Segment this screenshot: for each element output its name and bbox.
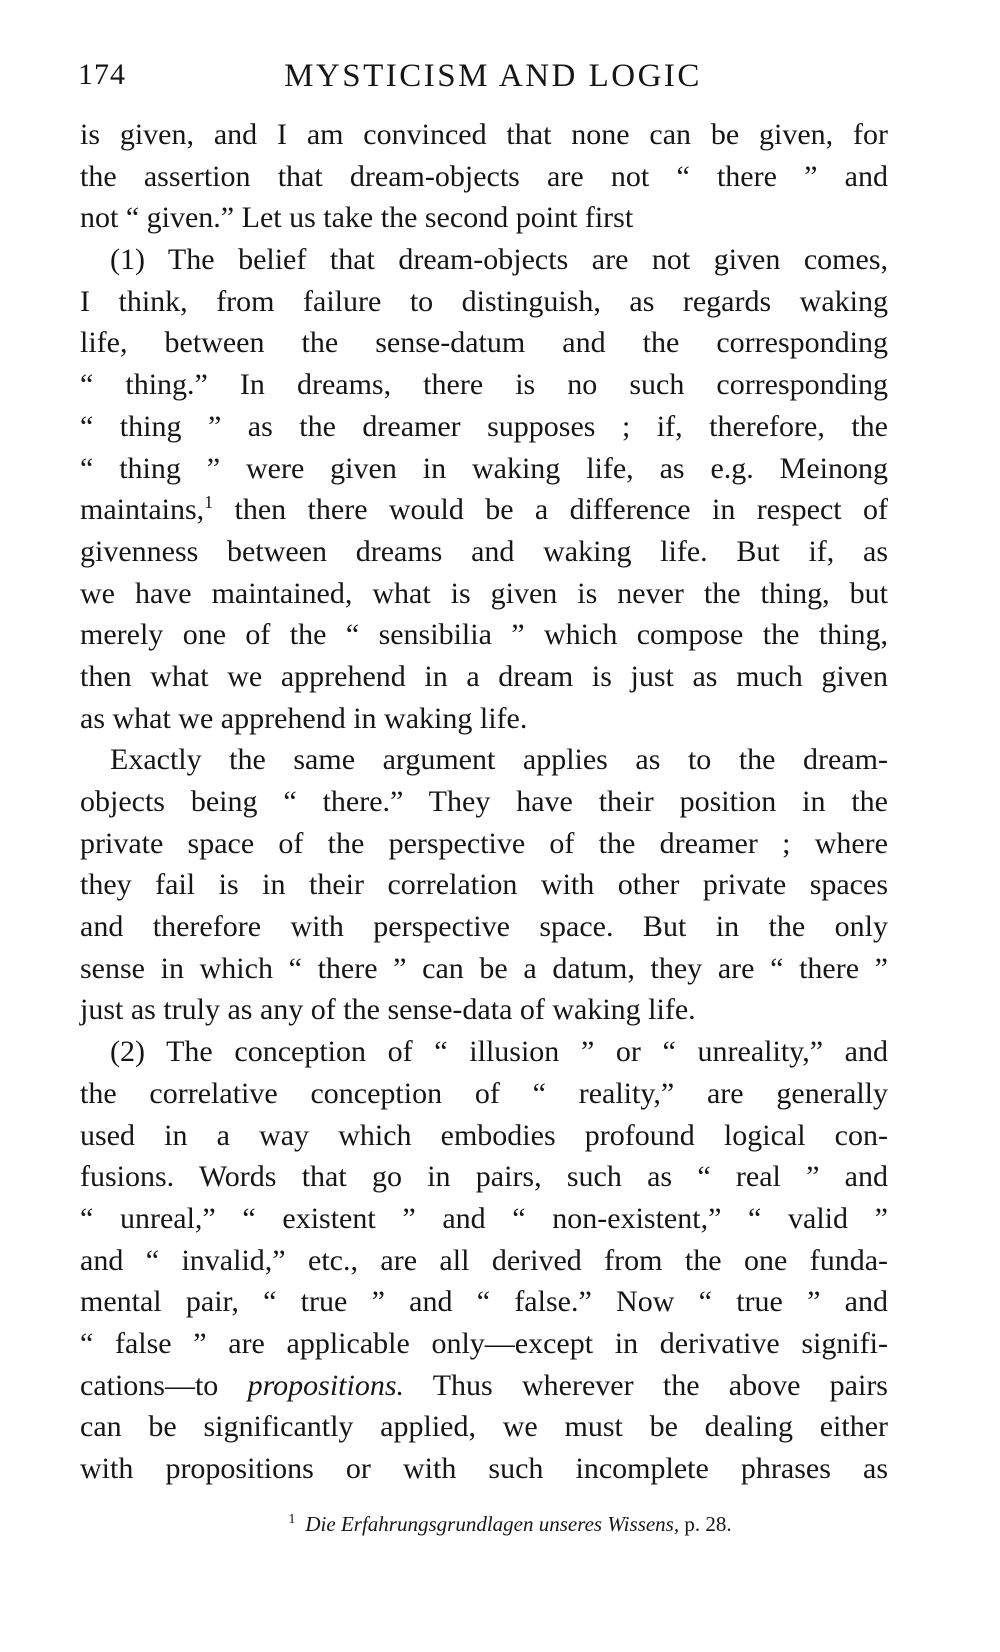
footnote-page: p. 28.	[684, 1512, 732, 1536]
text-line: “ thing ” were given in waking life, as e.g. Meinong	[80, 451, 888, 485]
text-line: and therefore with perspective space. But in the only	[80, 910, 888, 944]
text-line: “ thing ” as the dreamer supposes ; if, therefore, the	[80, 409, 888, 443]
footnote-title: Die Erfahrungsgrundlagen unseres Wissens,	[305, 1512, 680, 1536]
text-line: life, between the sense-datum and the corresponding	[80, 326, 888, 360]
text-line: just as truly as any of the sense-data of waking life.	[80, 993, 696, 1027]
text-line: “ unreal,” “ existent ” and “ non-existent,” “ valid ”	[80, 1201, 888, 1235]
text-line: mental pair, “ true ” and “ false.” Now “ true ” and	[80, 1285, 888, 1319]
text-line: they fail is in their correlation with other private spaces	[80, 868, 888, 902]
text-line: fusions. Words that go in pairs, such as “ real ” and	[80, 1160, 888, 1194]
text-line: the correlative conception of “ reality,” are generally	[80, 1076, 888, 1110]
text-line: givenness between dreams and waking life. But if, as	[80, 534, 888, 568]
running-head	[78, 58, 888, 102]
text-line: used in a way which embodies profound logical con-	[80, 1118, 888, 1152]
text-line: sense in which “ there ” can be a datum, they are “ there ”	[80, 951, 888, 985]
text-line: the assertion that dream-objects are not “ there ” and	[80, 159, 888, 193]
text-line: with propositions or with such incomplete phrases as	[80, 1452, 888, 1485]
line-segment: Thus wherever the above pairs	[432, 1368, 888, 1402]
text-line: merely one of the “ sensibilia ” which compose the thing,	[80, 618, 888, 652]
text-line: (2) The conception of “ illusion ” or “ unreality,” and	[110, 1035, 888, 1069]
text-line: objects being “ there.” They have their position in the	[80, 785, 888, 818]
text-line: we have maintained, what is given is never the thing, but	[80, 576, 888, 610]
text-line: “ thing.” In dreams, there is no such corresponding	[80, 368, 888, 402]
text-line: “ false ” are applicable only—except in derivative signifi-	[80, 1326, 888, 1360]
footnote	[0, 1512, 1000, 1537]
page-number: 174	[78, 58, 126, 91]
text-line: not “ given.” Let us take the second point first	[80, 201, 634, 235]
line-segment: maintains,	[80, 493, 205, 527]
text-line: as what we apprehend in waking life.	[80, 701, 528, 735]
text-line: (1) The belief that dream-objects are not given comes,	[110, 243, 888, 277]
text-line: and “ invalid,” etc., are all derived from the one funda-	[80, 1243, 888, 1277]
text-line: is given, and I am convinced that none can be given, for	[80, 118, 888, 151]
text-line: then what we apprehend in a dream is just as much given	[80, 659, 888, 693]
emphasis-propositions: propositions.	[247, 1368, 404, 1402]
body-text	[80, 114, 888, 1490]
text-line	[80, 489, 888, 531]
footnote-mark: 1	[288, 1512, 296, 1527]
text-line: Exactly the same argument applies as to the dream-	[110, 743, 888, 777]
footnote-reference: 1	[204, 492, 214, 513]
line-segment: cations—to	[80, 1368, 219, 1402]
text-line: I think, from failure to distinguish, as regards waking	[80, 284, 888, 318]
book-title: MYSTICISM AND LOGIC	[284, 58, 702, 94]
text-line	[80, 1365, 888, 1407]
text-line: private space of the perspective of the dreamer ; where	[80, 826, 888, 860]
text-line: can be significantly applied, we must be dealing either	[80, 1410, 888, 1444]
line-segment: then there would be a difference in respect of	[234, 493, 888, 527]
